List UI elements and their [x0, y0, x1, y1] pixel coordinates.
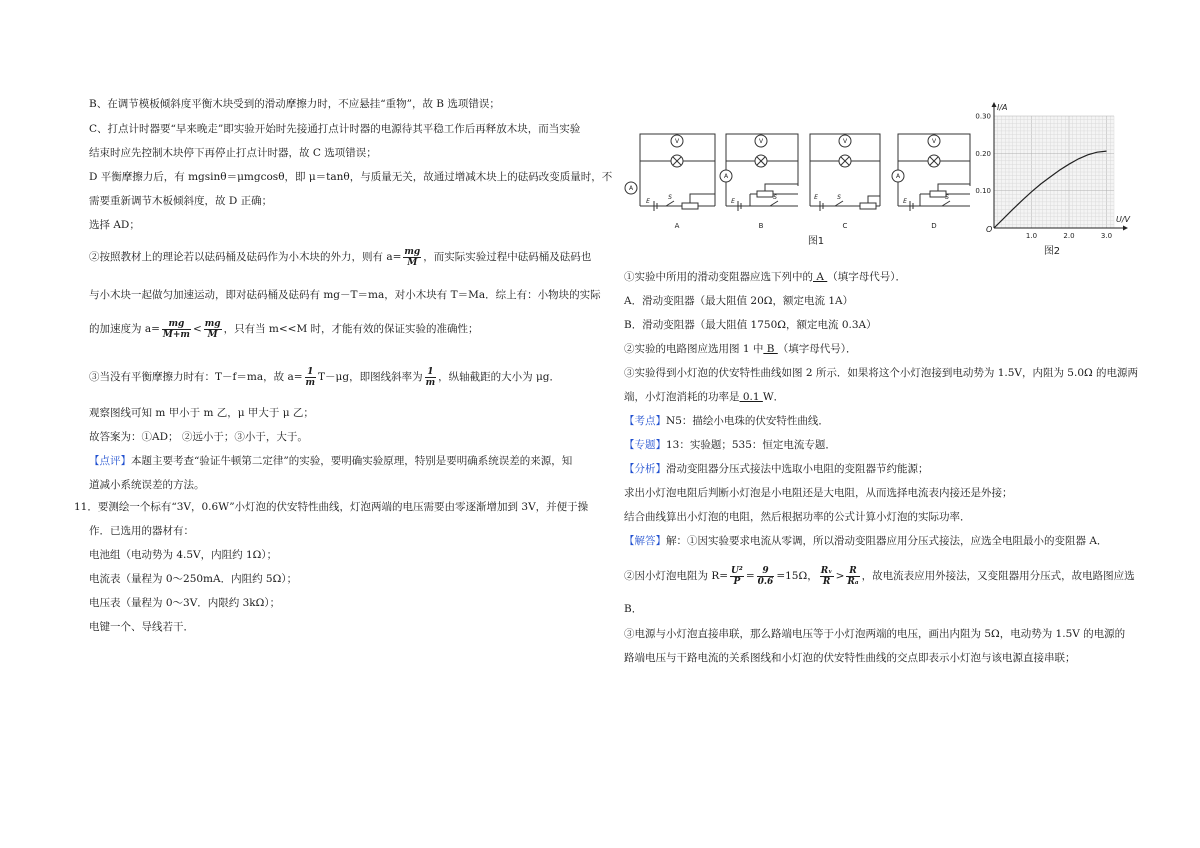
fraction-numerator: mg: [162, 319, 191, 330]
ammeter-label-a: A: [628, 185, 634, 192]
chart-y-tick-label: 0.20: [975, 149, 991, 158]
circuit-label-b: B: [758, 222, 764, 230]
fraction-numerator: R: [846, 566, 859, 577]
part2-line3-pre: 的加速度为 a=: [89, 323, 160, 335]
solution-line2: [624, 565, 1135, 587]
equipment-switch: 电键一个、导线若干．: [89, 621, 194, 633]
part3-line: [89, 366, 560, 388]
sol2-mid: =15Ω，: [776, 570, 818, 582]
circuit-c: [810, 134, 880, 211]
solution-line2b: B．: [624, 603, 643, 615]
part2-line3-post: ，只有当 m<<M 时，才能有效的保证实验的准确性；: [223, 323, 479, 335]
formula-r-over-ra: [846, 566, 859, 587]
voltmeter-label-c: V: [842, 138, 848, 145]
fraction-denominator: Rₐ: [847, 576, 859, 587]
chart-x-tick-label: 1.0: [1025, 232, 1038, 240]
fraction-denominator: 0.6: [757, 576, 774, 587]
voltmeter-label-a: V: [674, 138, 680, 145]
q2-pre: ②实验的电路图应选用图 1 中: [624, 343, 764, 355]
equipment-battery: 电池组（电动势为 4.5V，内阻约 1Ω）；: [89, 549, 278, 561]
ammeter-label-b: A: [723, 173, 729, 180]
analysis-text: 滑动变阻器分压式接法中选取小电阻的变阻器节约能源；: [666, 463, 929, 475]
less-than-sign: <: [192, 323, 202, 335]
switch-label-d: S: [945, 194, 949, 201]
formula-1-over-m: [305, 367, 317, 388]
fraction-denominator: M: [207, 329, 218, 340]
iv-chart: [975, 102, 1130, 240]
solution-line3b: 路端电压与干路电流的关系图线和小灯泡的伏安特性曲线的交点即表示小灯泡与该电源直接串联；: [624, 652, 1076, 664]
circuit-label-c: C: [842, 222, 848, 230]
fraction-numerator: U²: [731, 565, 743, 576]
option-c-analysis-1: C、打点计时器要“早来晚走”即实验开始时先接通打点计时器的电源待其平稳工作后再释放木块，而当实验: [89, 123, 581, 135]
option-d-analysis-2: 需要重新调节木板倾斜度，故 D 正确；: [89, 195, 273, 207]
topic-tag: 【专题】: [624, 439, 666, 451]
figure-2-caption: 图2: [1043, 246, 1061, 256]
review-tag: 【点评】: [89, 455, 131, 467]
emf-label-a: E: [646, 198, 650, 205]
chart-origin-label: O: [986, 225, 993, 234]
q1-line: [624, 270, 906, 284]
q3-answer: 0.1: [739, 391, 763, 403]
emf-label-c: E: [814, 194, 818, 201]
formula-mg-over-M: [204, 319, 222, 340]
fraction-numerator: mg: [404, 246, 421, 257]
q3-line2: [624, 390, 784, 404]
analysis-line3: 结合曲线算出小灯泡的电阻，然后根据功率的公式计算小灯泡的实际功率．: [624, 511, 971, 523]
formula-u2-over-p: [730, 566, 744, 587]
review-line1: [89, 454, 572, 468]
part2-line1-pre: ②按照教材上的理论若以砝码桶及砝码作为小木块的外力，则有 a=: [89, 251, 402, 263]
option-b: B．滑动变阻器（最大阻值 1750Ω，额定电流 0.3A）: [624, 319, 877, 331]
solution-line1: [624, 534, 1107, 548]
fraction-denominator: m: [425, 377, 436, 388]
sol2-pre: ②因小灯泡电阻为 R=: [624, 570, 729, 582]
voltmeter-label-d: V: [931, 138, 937, 145]
question-text: 要测绘一个标有“3V，0.6W”小灯泡的伏安特性曲线，灯泡两端的电压需要由零逐渐增加到 3V，并便于操: [97, 501, 589, 513]
review-text: 本题主要考查“验证牛顿第二定律”的实验，要明确实验原理，特别是要明确系统误差的来源，知: [131, 455, 573, 467]
switch-label-a: S: [668, 194, 672, 201]
circuit-label-a: A: [674, 222, 680, 230]
part2-line2: 与小木块一起做匀加速运动，即对砝码桶及砝码有 mg－T＝ma，对小木块有 T＝Ma．综上有：小物块的实际: [89, 289, 601, 301]
part2-line1: [89, 246, 591, 268]
circuit-label-d: D: [931, 222, 937, 230]
question-number: 11．: [74, 501, 98, 513]
part3-post: ，纵轴截距的大小为 μg．: [438, 371, 561, 383]
formula-9-over-0.6: [757, 566, 775, 587]
chart-x-tick-label: 3.0: [1100, 232, 1113, 240]
solution-tag: 【解答】: [624, 535, 666, 547]
review-line2: 道减小系统误差的方法。: [89, 479, 205, 491]
part2-line3: [89, 318, 479, 340]
formula-mg-over-M: [403, 247, 421, 268]
observe-graph: 观察图线可知 m 甲小于 m 乙，μ 甲大于 μ 乙；: [89, 407, 314, 419]
figure-1-caption: 图1: [807, 236, 825, 247]
fraction-numerator: 1: [425, 367, 437, 378]
choose-answer: 选择 AD；: [89, 219, 140, 231]
chart-y-axis-label: I/A: [997, 103, 1008, 112]
analysis-line1: [624, 462, 929, 476]
figure-area: [620, 96, 1140, 256]
q2-post: （填字母代号）．: [777, 343, 857, 355]
fraction-numerator: Rᵥ: [820, 565, 833, 576]
part2-line1-post: ，而实际实验过程中砝码桶及砝码也: [423, 251, 592, 263]
switch-label-b: S: [773, 194, 777, 201]
option-b-analysis: B、在调节模板倾斜度平衡木块受到的滑动摩擦力时，不应悬挂“重物”，故 B 选项错误；: [89, 98, 500, 110]
option-d-analysis-1: D 平衡摩擦力后，有 mgsinθ＝μmgcosθ，即 μ＝tanθ，与质量无关，故通过增减木块上的砝码改变质量时，不: [89, 171, 613, 183]
fraction-numerator: 9: [757, 566, 775, 577]
solution-line3a: ③电源与小灯泡直接串联，那么路端电压等于小灯泡两端的电压，画出内阻为 5Ω，电动势为 1.5V 的电源的: [624, 628, 1126, 640]
chart-y-tick-label: 0.30: [975, 112, 991, 121]
q3-pre: 端，小灯泡消耗的功率是: [624, 391, 740, 403]
topic-text: 13：实验题；535：恒定电流专题．: [666, 439, 836, 451]
part3-pre: ③当没有平衡摩擦力时有：T－f＝ma，故 a=: [89, 371, 303, 383]
fraction-numerator: 1: [305, 367, 317, 378]
fraction-denominator: M+m: [162, 329, 190, 340]
topic: [624, 438, 836, 452]
fraction-numerator: mg: [204, 318, 221, 329]
question-11-line2: 作．已选用的器材有：: [89, 525, 194, 537]
switch-label-c: S: [837, 194, 841, 201]
option-c-analysis-2: 结束时应先控制木块停下再停止打点计时器，故 C 选项错误；: [89, 147, 377, 159]
formula-mg-over-Mm: [162, 319, 191, 340]
emf-label-b: E: [731, 198, 735, 205]
knowledge-point-text: N5：描绘小电珠的伏安特性曲线．: [666, 415, 829, 427]
analysis-line2: 求出小灯泡电阻后判断小灯泡是小电阻还是大电阻，从而选择电流表内接还是外接；: [624, 487, 1013, 499]
chart-x-tick-label: 2.0: [1063, 232, 1075, 240]
fraction-denominator: R: [822, 576, 831, 587]
emf-label-d: E: [903, 198, 907, 205]
chart-y-arrow: [992, 102, 997, 107]
option-a: A．滑动变阻器（最大阻值 20Ω，额定电流 1A）: [624, 295, 854, 307]
equipment-voltmeter: 电压表（量程为 0～3V．内限约 3kΩ）；: [89, 597, 281, 609]
q3-post: W．: [762, 391, 785, 403]
fraction-denominator: P: [733, 576, 741, 587]
q2-line: [624, 342, 857, 356]
knowledge-point-tag: 【考点】: [624, 415, 666, 427]
fraction-denominator: m: [305, 377, 316, 388]
equals-sign: =: [745, 570, 755, 582]
sol2-post: ，故电流表应用外接法，又变阻器用分压式，故电路图应选: [861, 570, 1135, 582]
q3-line1: ③实验得到小灯泡的伏安特性曲线如图 2 所示．如果将这个小灯泡接到电动势为 1.5V，内阻为 5.0Ω 的电源两: [624, 367, 1139, 379]
q1-post: （填字母代号）．: [827, 271, 907, 283]
question-11-line1: [74, 500, 588, 514]
greater-than-sign: >: [835, 570, 845, 582]
answer-summary: 故答案为：①AD； ②远小于；③小于，大于。: [89, 431, 308, 443]
ammeter-label-d: A: [895, 173, 901, 180]
fraction-denominator: M: [407, 257, 418, 268]
equipment-ammeter: 电流表（量程为 0～250mA．内阻约 5Ω）；: [89, 573, 298, 585]
formula-rv-over-r: [820, 566, 834, 587]
part3-mid: T－μg，即图线斜率为: [318, 371, 423, 383]
analysis-tag: 【分析】: [624, 463, 666, 475]
solution-text: 解：①因实验要求电流从零调，所以滑动变阻器应用分压式接法，应选全电阻最小的变阻器 A．: [666, 535, 1108, 547]
knowledge-point: [624, 414, 829, 428]
q1-pre: ①实验中所用的滑动变阻器应选下列中的: [624, 271, 813, 283]
q2-answer: B: [763, 343, 778, 355]
chart-y-tick-label: 0.10: [975, 187, 991, 196]
chart-x-axis-label: U/V: [1116, 215, 1131, 224]
chart-x-arrow: [1123, 226, 1128, 231]
formula-slope-1-over-m: [425, 367, 437, 388]
voltmeter-label-b: V: [758, 138, 764, 145]
q1-answer: A: [813, 271, 828, 283]
